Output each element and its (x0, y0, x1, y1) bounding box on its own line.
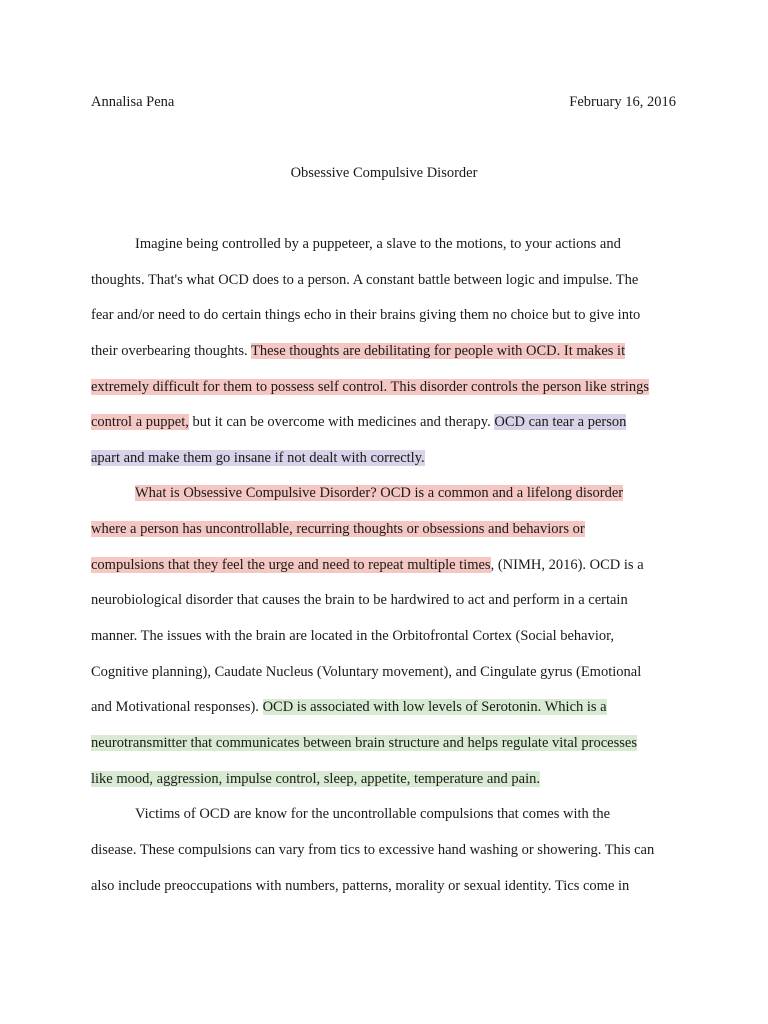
body-line (91, 803, 676, 839)
body-line (91, 340, 676, 376)
body-text-segment: Victims of OCD are know for the uncontrollable compulsions that comes with the (135, 806, 611, 823)
body-text-segment: thoughts. That's what OCD does to a person. A constant battle between logic and impulse. The (91, 271, 639, 288)
body-line (91, 875, 676, 911)
body-line (91, 625, 676, 661)
highlighted-text-red: compulsions that they feel the urge and need to repeat multiple times (91, 556, 491, 573)
author-name: Annalisa Pena (91, 94, 175, 110)
body-text-segment: their overbearing thoughts. (91, 342, 252, 359)
highlighted-text-red: where a person has uncontrollable, recurring thoughts or obsessions and behaviors or (91, 521, 585, 538)
body-line (91, 447, 676, 483)
highlighted-text-red: What is Obsessive Compulsive Disorder? OCD is a common and a lifelong disorder (135, 485, 624, 502)
document-title: Obsessive Compulsive Disorder (290, 165, 478, 181)
body-text-segment: Cognitive planning), Caudate Nucleus (Voluntary movement), and Cingulate gyrus (Emotional (91, 663, 642, 680)
body-line (91, 589, 676, 625)
highlighted-text-red: These thoughts are debilitating for people with OCD. It makes it (251, 342, 626, 359)
body-line (91, 839, 676, 875)
body-line (91, 482, 676, 518)
body-text-segment: fear and/or need to do certain things echo in their brains giving them no choice but to give into (91, 307, 641, 324)
body-line (91, 696, 676, 732)
body-text-segment: but it can be overcome with medicines and therapy. (188, 414, 495, 431)
body-text-segment: , (NIMH, 2016). OCD is a (490, 556, 644, 573)
highlighted-text-green: like mood, aggression, impulse control, sleep, appetite, temperature and pain. (91, 770, 540, 787)
body-line (91, 411, 676, 447)
body-text-segment: and Motivational responses). (91, 699, 263, 716)
body-line (91, 768, 676, 804)
body-text-segment: manner. The issues with the brain are located in the Orbitofrontal Cortex (Social behavior, (91, 628, 615, 645)
body-line (91, 376, 676, 412)
body-text-segment: also include preoccupations with numbers, patterns, morality or sexual identity. Tics come in (91, 877, 630, 894)
highlighted-text-red: control a puppet, (91, 414, 189, 431)
body-line (91, 661, 676, 697)
highlighted-text-green: neurotransmitter that communicates between brain structure and helps regulate vital processes (91, 734, 637, 751)
document-header (91, 92, 676, 112)
body-line (91, 269, 676, 305)
body-line (91, 304, 676, 340)
body-line (91, 732, 676, 768)
body-text-segment: neurobiological disorder that causes the brain to be hardwired to act and perform in a certain (91, 592, 628, 609)
body-line (91, 233, 676, 269)
highlighted-text-purple: apart and make them go insane if not dealt with correctly. (91, 449, 425, 466)
body-line (91, 518, 676, 554)
body-line (91, 554, 676, 590)
document-body (91, 233, 676, 910)
document-date: February 16, 2016 (569, 94, 676, 110)
body-text-segment: disease. These compulsions can vary from tics to excessive hand washing or showering. This can (91, 841, 655, 858)
highlighted-text-purple: OCD can tear a person (494, 414, 627, 431)
highlighted-text-red: extremely difficult for them to possess self control. This disorder controls the person like strings (91, 378, 650, 395)
highlighted-text-green: OCD is associated with low levels of Serotonin. Which is a (262, 699, 607, 716)
body-text-segment: Imagine being controlled by a puppeteer, a slave to the motions, to your actions and (135, 236, 621, 252)
